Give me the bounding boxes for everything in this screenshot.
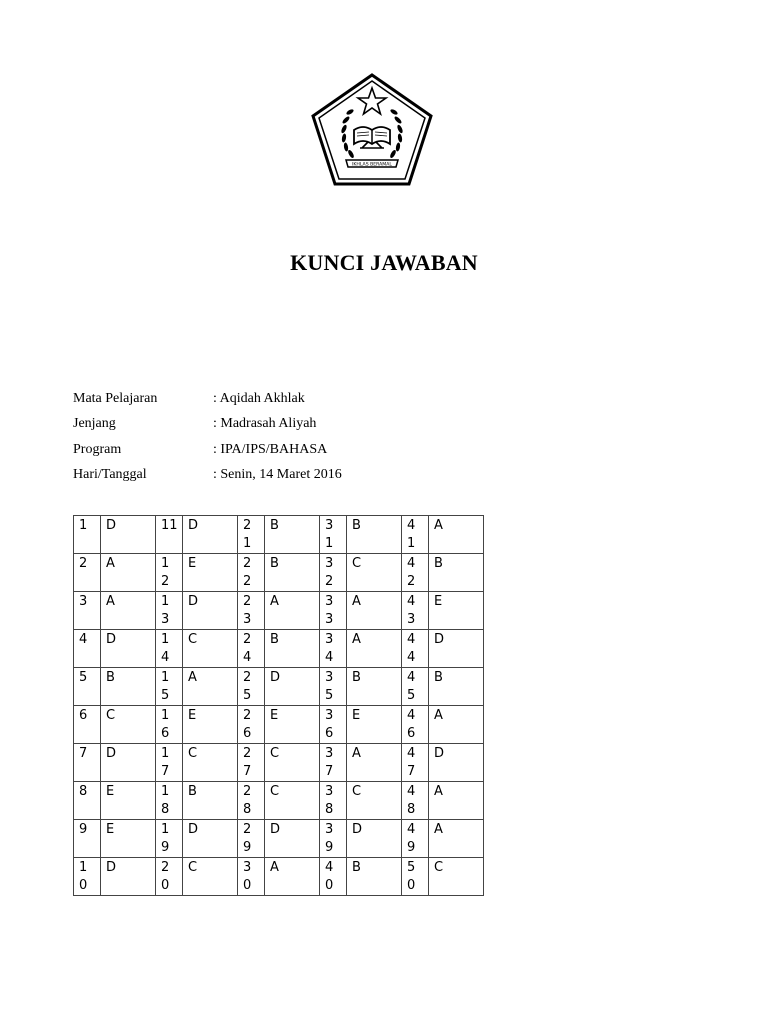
answer-letter: D: [101, 630, 156, 668]
answer-letter: B: [429, 554, 484, 592]
answer-letter: E: [101, 782, 156, 820]
question-number: [238, 858, 265, 896]
question-number-text: [243, 707, 260, 743]
question-number: [74, 668, 101, 706]
digit: 1: [407, 536, 416, 551]
answer-letter: A: [347, 744, 402, 782]
digit: 6: [161, 726, 170, 741]
answer-letter: A: [101, 554, 156, 592]
digit: 4: [407, 632, 416, 647]
digit: 9: [325, 840, 334, 855]
digit: 6: [243, 726, 252, 741]
answer-key-table: [73, 515, 484, 896]
answer-letter: D: [265, 668, 320, 706]
digit: 2: [243, 784, 252, 799]
digit: 4: [407, 784, 416, 799]
answer-letter: D: [101, 744, 156, 782]
question-number: [238, 782, 265, 820]
answer-letter: B: [347, 858, 402, 896]
question-number: [74, 820, 101, 858]
question-number-text: [325, 555, 342, 591]
answer-letter: D: [265, 820, 320, 858]
digit: 2: [407, 574, 416, 589]
digit: 1: [79, 860, 88, 875]
digit: 1: [161, 594, 170, 609]
digit: 2: [243, 822, 252, 837]
question-number-text: [79, 859, 96, 895]
question-number: [320, 592, 347, 630]
answer-letter: C: [347, 554, 402, 592]
answer-letter: C: [265, 782, 320, 820]
question-number: [238, 706, 265, 744]
digit: 4: [325, 650, 334, 665]
info-value: : IPA/IPS/BAHASA: [213, 441, 328, 457]
table-row: [74, 516, 484, 554]
answer-letter: E: [429, 592, 484, 630]
question-number: [402, 782, 429, 820]
digit: 1: [161, 670, 170, 685]
digit: 3: [325, 746, 334, 761]
info-label: Hari/Tanggal: [73, 466, 147, 482]
answer-letter: C: [347, 782, 402, 820]
question-number: [320, 554, 347, 592]
answer-letter: C: [183, 744, 238, 782]
digit: 1: [161, 708, 170, 723]
digit: 3: [325, 822, 334, 837]
answer-letter: A: [347, 592, 402, 630]
question-number-text: [325, 707, 342, 743]
digit: 4: [407, 650, 416, 665]
answer-letter: D: [347, 820, 402, 858]
question-number-text: [243, 745, 260, 781]
answer-letter: C: [265, 744, 320, 782]
digit: 7: [161, 764, 170, 779]
table-row: [74, 820, 484, 858]
question-number-text: [243, 555, 260, 591]
question-number: [156, 744, 183, 782]
question-number: [238, 630, 265, 668]
digit: 3: [325, 556, 334, 571]
question-number-text: [161, 707, 178, 743]
question-number: [402, 668, 429, 706]
question-number-text: [325, 859, 342, 895]
question-number-text: [325, 517, 342, 553]
question-number-text: [407, 707, 424, 743]
answer-letter: A: [101, 592, 156, 630]
answer-letter: C: [183, 630, 238, 668]
question-number-text: [407, 859, 424, 895]
table-row: [74, 554, 484, 592]
digit: 2: [243, 518, 252, 533]
digit: 3: [325, 594, 334, 609]
digit: 7: [407, 764, 416, 779]
digit: 1: [161, 632, 170, 647]
question-number-text: [161, 821, 178, 857]
question-number: [156, 782, 183, 820]
digit: 1: [161, 822, 170, 837]
digit: 0: [79, 878, 88, 893]
answer-letter: A: [347, 630, 402, 668]
answer-letter: B: [347, 516, 402, 554]
digit: 4: [407, 822, 416, 837]
question-number: [156, 554, 183, 592]
question-number-text: [325, 821, 342, 857]
answer-letter: D: [183, 592, 238, 630]
digit: 4: [325, 860, 334, 875]
digit: 0: [407, 878, 416, 893]
digit: 2: [243, 632, 252, 647]
question-number-text: [407, 593, 424, 629]
digit: 2: [325, 574, 334, 589]
table-row: [74, 592, 484, 630]
question-number-text: [243, 669, 260, 705]
digit: 3: [325, 612, 334, 627]
answer-letter: B: [183, 782, 238, 820]
digit: 1: [161, 746, 170, 761]
answer-letter: A: [429, 782, 484, 820]
question-number: [74, 554, 101, 592]
question-number: [238, 516, 265, 554]
digit: 1: [325, 536, 334, 551]
digit: 1: [161, 784, 170, 799]
answer-letter: B: [347, 668, 402, 706]
digit: 5: [407, 860, 416, 875]
answer-letter: C: [183, 858, 238, 896]
digit: 4: [407, 708, 416, 723]
digit: 9: [243, 840, 252, 855]
digit: 0: [325, 878, 334, 893]
question-number-text: 3: [79, 594, 88, 609]
table-row: [74, 782, 484, 820]
question-number-text: [407, 517, 424, 553]
question-number: [156, 516, 183, 554]
question-number: [402, 744, 429, 782]
info-value: : Senin, 14 Maret 2016: [213, 466, 342, 482]
digit: 3: [243, 612, 252, 627]
answer-letter: E: [183, 554, 238, 592]
info-row: [73, 386, 493, 411]
question-number-text: [161, 593, 178, 629]
question-number: [320, 706, 347, 744]
info-row: [73, 462, 493, 487]
question-number-text: [161, 859, 178, 895]
digit: 2: [243, 670, 252, 685]
digit: 9: [161, 840, 170, 855]
answer-letter: D: [101, 858, 156, 896]
digit: 2: [161, 860, 170, 875]
digit: 8: [325, 802, 334, 817]
ministry-emblem-logo: [310, 72, 434, 188]
digit: 3: [161, 612, 170, 627]
question-number: [402, 592, 429, 630]
answer-letter: A: [265, 592, 320, 630]
question-number: [320, 668, 347, 706]
answer-letter: B: [101, 668, 156, 706]
question-number: [238, 820, 265, 858]
digit: 3: [407, 612, 416, 627]
info-value: : Madrasah Aliyah: [213, 416, 317, 432]
question-number-text: [161, 631, 178, 667]
question-number-text: [243, 783, 260, 819]
question-number: [402, 630, 429, 668]
digit: 6: [325, 726, 334, 741]
info-row: [73, 411, 493, 436]
question-number: [320, 820, 347, 858]
question-number: [402, 706, 429, 744]
question-number-text: [243, 517, 260, 553]
digit: 5: [243, 688, 252, 703]
question-number: [156, 858, 183, 896]
digit: 4: [161, 650, 170, 665]
answer-letter: B: [265, 516, 320, 554]
question-number-text: 2: [79, 556, 88, 571]
question-number-text: [243, 593, 260, 629]
answer-letter: D: [429, 630, 484, 668]
digit: 1: [161, 556, 170, 571]
digit: 3: [325, 784, 334, 799]
digit: 4: [407, 556, 416, 571]
table-row: [74, 858, 484, 896]
question-number: [402, 858, 429, 896]
digit: 5: [161, 688, 170, 703]
question-number-text: [325, 745, 342, 781]
digit: 8: [407, 802, 416, 817]
question-number-text: [161, 783, 178, 819]
answer-letter: A: [429, 706, 484, 744]
question-number-text: 6: [79, 708, 88, 723]
info-label: Jenjang: [73, 416, 116, 432]
digit: 2: [243, 594, 252, 609]
answer-letter: A: [429, 516, 484, 554]
question-number-text: 11: [161, 518, 178, 533]
question-number: [156, 630, 183, 668]
info-label: Mata Pelajaran: [73, 391, 158, 406]
digit: 2: [243, 556, 252, 571]
question-number-text: [325, 783, 342, 819]
exam-info: [73, 386, 493, 487]
answer-letter: E: [101, 820, 156, 858]
digit: 4: [407, 594, 416, 609]
digit: 5: [325, 688, 334, 703]
question-number: [238, 592, 265, 630]
question-number: [320, 744, 347, 782]
question-number-text: 8: [79, 784, 88, 799]
question-number-text: [407, 555, 424, 591]
question-number-text: [161, 555, 178, 591]
digit: 8: [161, 802, 170, 817]
question-number-text: [407, 631, 424, 667]
info-label: Program: [73, 441, 122, 457]
question-number: [74, 592, 101, 630]
answer-letter: C: [101, 706, 156, 744]
info-row: [73, 437, 493, 462]
digit: 3: [325, 708, 334, 723]
answer-letter: D: [183, 820, 238, 858]
question-number: [74, 744, 101, 782]
digit: 2: [243, 574, 252, 589]
question-number: [238, 668, 265, 706]
answer-letter: A: [265, 858, 320, 896]
answer-letter: E: [183, 706, 238, 744]
question-number: [156, 592, 183, 630]
answer-letter: D: [429, 744, 484, 782]
question-number: [238, 554, 265, 592]
question-number-text: 9: [79, 822, 88, 837]
digit: 3: [325, 670, 334, 685]
digit: 4: [407, 670, 416, 685]
digit: 7: [325, 764, 334, 779]
digit: 1: [243, 536, 252, 551]
digit: 5: [407, 688, 416, 703]
digit: 0: [161, 878, 170, 893]
question-number-text: [407, 745, 424, 781]
question-number-text: [407, 669, 424, 705]
answer-letter: D: [101, 516, 156, 554]
table-row: [74, 668, 484, 706]
question-number-text: [161, 669, 178, 705]
question-number: [402, 516, 429, 554]
question-number-text: [325, 593, 342, 629]
question-number-text: 1: [79, 518, 88, 533]
table-row: [74, 744, 484, 782]
page-title: KUNCI JAWABAN: [290, 250, 478, 275]
question-number: [74, 706, 101, 744]
answer-letter: E: [265, 706, 320, 744]
question-number-text: [243, 631, 260, 667]
digit: 2: [243, 746, 252, 761]
digit: 9: [407, 840, 416, 855]
digit: 6: [407, 726, 416, 741]
digit: 7: [243, 764, 252, 779]
question-number: [320, 630, 347, 668]
question-number: [156, 820, 183, 858]
digit: 4: [243, 650, 252, 665]
question-number: [156, 706, 183, 744]
question-number-text: [243, 859, 260, 895]
digit: 0: [243, 878, 252, 893]
answer-letter: B: [429, 668, 484, 706]
answer-letter: B: [265, 630, 320, 668]
digit: 3: [325, 632, 334, 647]
question-number-text: [407, 821, 424, 857]
question-number: [402, 554, 429, 592]
question-number: [156, 668, 183, 706]
digit: 2: [161, 574, 170, 589]
svg-text:IKHLAS BERAMAL: IKHLAS BERAMAL: [352, 162, 392, 168]
info-value: : Aqidah Akhlak: [213, 391, 305, 406]
table-row: [74, 706, 484, 744]
digit: 8: [243, 802, 252, 817]
question-number-text: [407, 783, 424, 819]
question-number: [238, 744, 265, 782]
digit: 2: [243, 708, 252, 723]
digit: 4: [407, 746, 416, 761]
question-number-text: [325, 669, 342, 705]
question-number: [402, 820, 429, 858]
digit: 3: [325, 518, 334, 533]
question-number: [74, 630, 101, 668]
question-number: [74, 516, 101, 554]
question-number: [74, 858, 101, 896]
answer-letter: A: [183, 668, 238, 706]
digit: 4: [407, 518, 416, 533]
question-number-text: 7: [79, 746, 88, 761]
question-number: [320, 516, 347, 554]
question-number: [74, 782, 101, 820]
question-number-text: [325, 631, 342, 667]
question-number-text: 4: [79, 632, 88, 647]
answer-letter: A: [429, 820, 484, 858]
answer-letter: C: [429, 858, 484, 896]
digit: 3: [243, 860, 252, 875]
answer-letter: E: [347, 706, 402, 744]
question-number-text: 5: [79, 670, 88, 685]
question-number-text: [243, 821, 260, 857]
question-number: [320, 782, 347, 820]
question-number: [320, 858, 347, 896]
question-number-text: [161, 745, 178, 781]
answer-letter: D: [183, 516, 238, 554]
answer-letter: B: [265, 554, 320, 592]
table-row: [74, 630, 484, 668]
